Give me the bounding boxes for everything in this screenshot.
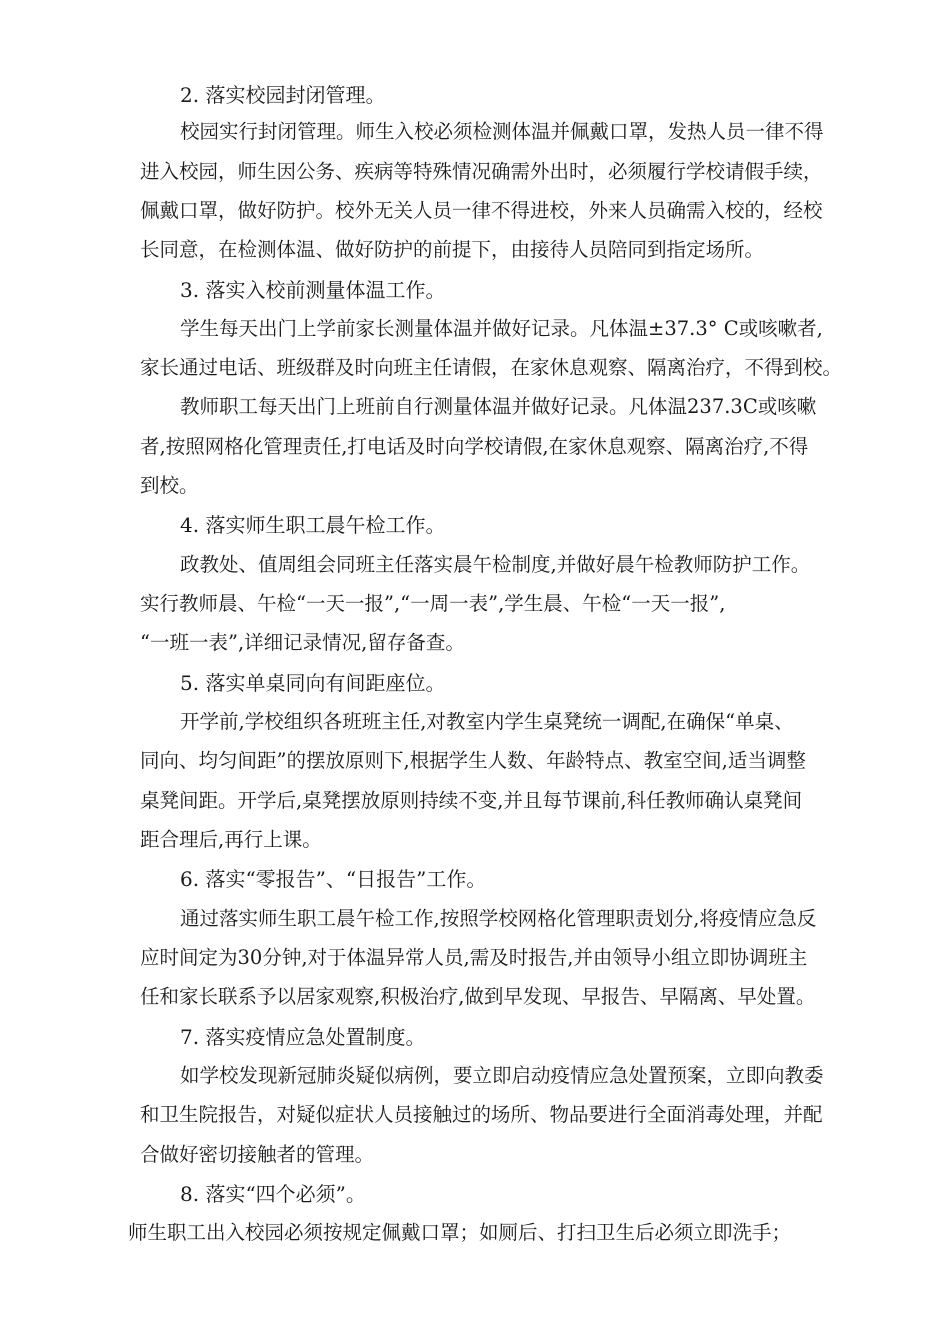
paragraph-line: 者,按照网格化管理责任,打电话及时向学校请假,在家休息观察、隔离治疗,不得 [140, 435, 809, 458]
paragraph-line: 同向、均匀间距”的摆放原则下,根据学生人数、年龄特点、教室空间,适当调整 [140, 749, 806, 772]
section-heading-6: 6. 落实“零报告”、“日报告”工作。 [180, 867, 487, 891]
paragraph-line: 校园实行封闭管理。师生入校必须检测体温并佩戴口罩，发热人员一律不得 [180, 120, 824, 143]
paragraph-line: 如学校发现新冠肺炎疑似病例，要立即启动疫情应急处置预案，立即向教委 [180, 1064, 824, 1087]
section-heading-8: 8. 落实“四个必须”。 [180, 1182, 366, 1206]
paragraph-line: 和卫生院报告，对疑似症状人员接触过的场所、物品要进行全面消毒处理，并配 [140, 1103, 823, 1126]
section-heading-3: 3. 落实入校前测量体温工作。 [180, 278, 446, 302]
paragraph-line: 任和家长联系予以居家观察,积极治疗,做到早发现、早报告、早隔离、早处置。 [140, 985, 816, 1008]
section-heading-5: 5. 落实单桌同向有间距座位。 [180, 671, 446, 695]
paragraph-line: 教师职工每天出门上班前自行测量体温并做好记录。凡体温237.3C或咳嗽 [180, 395, 817, 418]
paragraph-line: 实行教师晨、午检“一天一报”,“一周一表”,学生晨、午检“一天一报”, [140, 592, 726, 615]
paragraph-line: 佩戴口罩，做好防护。校外无关人员一律不得进校，外来人员确需入校的，经校 [140, 199, 823, 222]
paragraph-line: 师生职工出入校园必须按规定佩戴口罩；如厕后、打扫卫生后必须立即洗手； [128, 1221, 792, 1244]
paragraph-line: 通过落实师生职工晨午检工作,按照学校网格化管理职责划分,将疫情应急反 [180, 907, 817, 930]
paragraph-line: 应时间定为30分钟,对于体温异常人员,需及时报告,并由领导小组立即协调班主 [140, 946, 808, 969]
paragraph-line: 桌凳间距。开学后,桌凳摆放原则持续不变,并且每节课前,科任教师确认桌凳间 [140, 789, 803, 812]
section-heading-7: 7. 落实疫情应急处置制度。 [180, 1025, 426, 1049]
paragraph-line: 距合理后,再行上课。 [140, 828, 322, 851]
paragraph-line: 长同意，在检测体温、做好防护的前提下，由接待人员陪同到指定场所。 [140, 238, 765, 261]
paragraph-line: 开学前,学校组织各班班主任,对教室内学生桌凳统一调配,在确保“单桌、 [180, 710, 794, 733]
paragraph-line: “一班一表”,详细记录情况,留存备查。 [140, 631, 465, 654]
paragraph-line: 家长通过电话、班级群及时向班主任请假，在家休息观察、隔离治疗，不得到校。 [140, 356, 843, 379]
paragraph-line: 学生每天出门上学前家长测量体温并做好记录。凡体温±37.3° C或咳嗽者, [180, 317, 823, 340]
section-heading-4: 4. 落实师生职工晨午检工作。 [180, 513, 446, 537]
paragraph-line: 到校。 [140, 474, 199, 497]
paragraph-line: 进入校园，师生因公务、疾病等特殊情况确需外出时，必须履行学校请假手续， [140, 160, 823, 183]
section-heading-2: 2. 落实校园封闭管理。 [180, 83, 386, 107]
paragraph-line: 政教处、值周组会同班主任落实晨午检制度,并做好晨午检教师防护工作。 [180, 553, 811, 576]
paragraph-line: 合做好密切接触者的管理。 [140, 1143, 375, 1166]
